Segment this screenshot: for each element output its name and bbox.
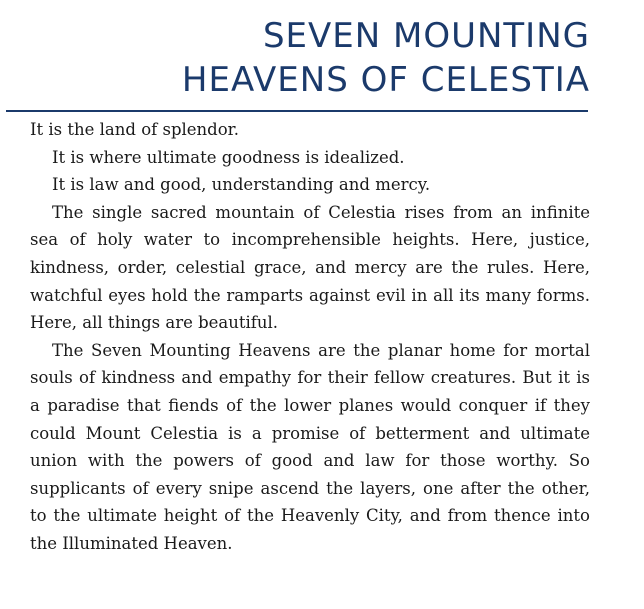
paragraph: It is the land of splendor. — [30, 120, 239, 139]
body-text — [30, 116, 590, 558]
heading-divider — [6, 110, 588, 112]
paragraph: It is law and good, understanding and mercy. — [52, 175, 431, 195]
paragraph: The single sacred mountain of Celestia rises from an infinite sea of holy water to incomprehensible heights. Here, justice, kindness, order, celestial grace, and mercy are the rules. Here, watchful eyes hold the ramparts against evil in all its many forms. Here, all things are beautiful. — [30, 202, 590, 333]
paragraph: It is where ultimate goodness is idealized. — [52, 147, 405, 167]
section-heading — [0, 14, 590, 102]
heading-line-1: SEVEN MOUNTING — [262, 16, 590, 56]
paragraph: The Seven Mounting Heavens are the planar home for mortal souls of kindness and empathy for their fellow creatures. But it is a paradise that fiends of the lower planes would conquer if they could Mount Celestia is a promise of betterment and ultimate union with the powers of good and law for those worthy. So supplicants of every snipe ascend the layers, one after the other, to the ultimate height of the Heavenly City, and from thence into the Illuminated Heaven. — [30, 340, 590, 553]
heading-line-2: HEAVENS OF CELESTIA — [181, 60, 590, 100]
